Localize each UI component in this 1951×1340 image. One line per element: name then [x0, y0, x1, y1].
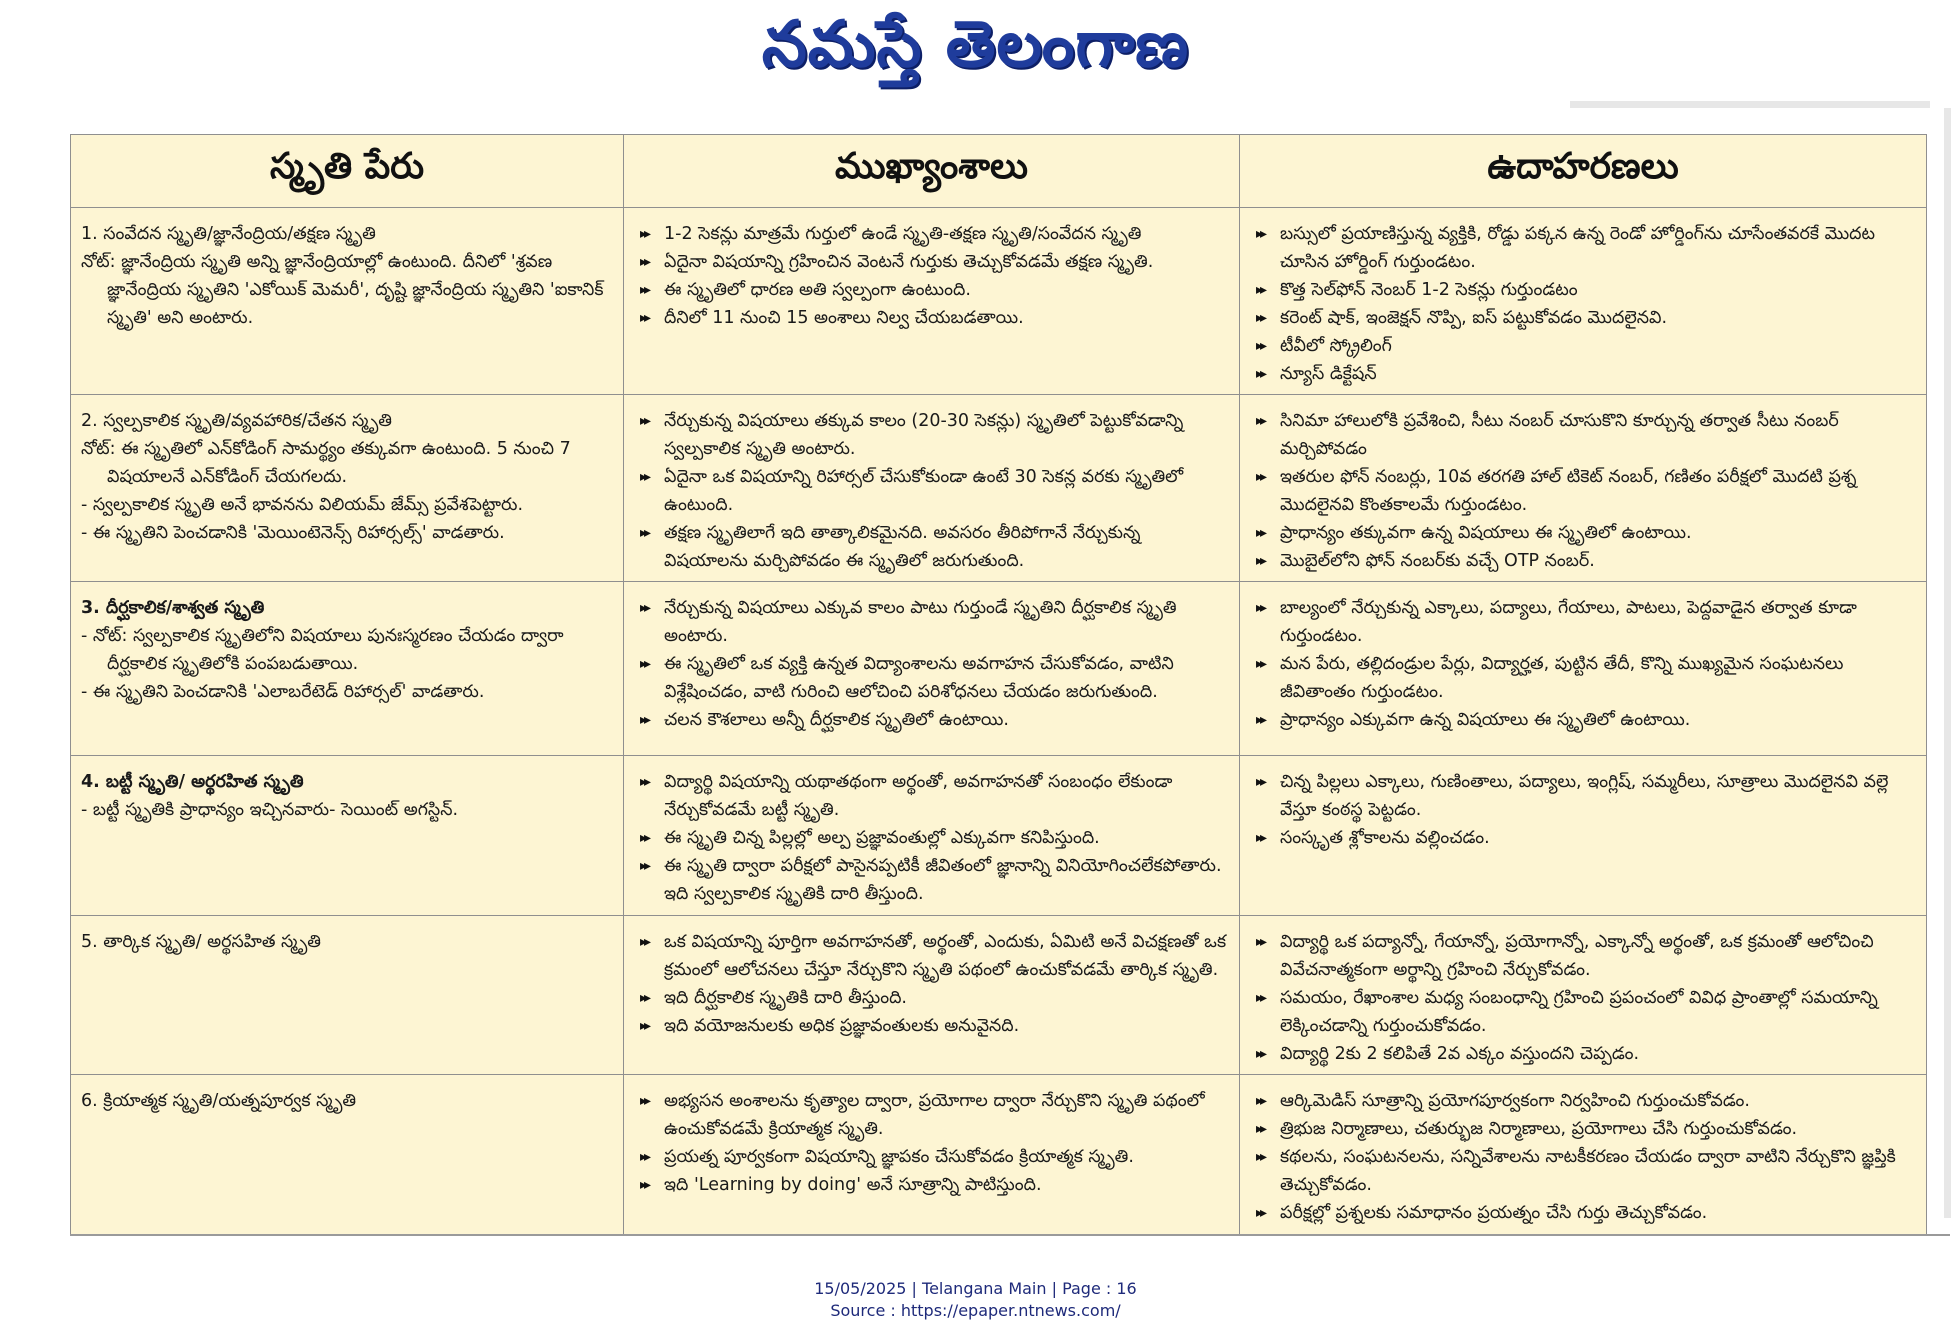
double-arrow-bullet-icon: ▸▸: [1256, 712, 1265, 728]
example-item: [1250, 220, 1916, 276]
double-arrow-bullet-icon: ▸▸: [1256, 469, 1265, 485]
double-arrow-bullet-icon: ▸▸: [1256, 366, 1265, 382]
key-point-list: [634, 407, 1229, 575]
double-arrow-bullet-icon: ▸▸: [640, 310, 649, 326]
memory-title: [81, 768, 613, 796]
top-divider: [1570, 101, 1930, 108]
example-item: [1250, 594, 1916, 650]
key-point-list: [634, 220, 1229, 332]
double-arrow-bullet-icon: ▸▸: [640, 712, 649, 728]
key-point-item: [634, 304, 1229, 332]
example-text: సినిమా హాలులోకి ప్రవేశించి, సీటు నంబర్ చూసుకొని కూర్చున్న తర్వాత సీటు నంబర్ మర్చిపోవడం: [1280, 411, 1839, 459]
key-point-text: ఏదైనా ఒక విషయాన్ని రిహార్సల్ చేసుకోకుండా ఉంటే 30 సెకన్ల వరకు స్మృతిలో ఉంటుంది.: [664, 467, 1184, 515]
example-text: సమయం, రేఖాంశాల మధ్య సంబంధాన్ని గ్రహించి ప్రపంచంలో వివిధ ప్రాంతాల్లో సమయాన్ని లెక్కించడాన్ని గుర్తుంచుకోవడం.: [1280, 988, 1878, 1036]
key-point-item: [634, 276, 1229, 304]
example-item: [1250, 768, 1916, 824]
example-item: [1250, 407, 1916, 463]
memory-name-cell: [71, 208, 624, 395]
double-arrow-bullet-icon: ▸▸: [640, 226, 649, 242]
memory-title: [81, 220, 613, 248]
memory-title-text: 3. దీర్ఘకాలిక/శాశ్వత స్మృతి: [81, 598, 265, 618]
memory-name-cell: [71, 756, 624, 916]
double-arrow-bullet-icon: ▸▸: [1256, 830, 1265, 846]
key-point-text: నేర్చుకున్న విషయాలు ఎక్కువ కాలం పాటు గుర్తుండే స్మృతిని దీర్ఘకాలిక స్మృతి అంటారు.: [664, 598, 1177, 646]
key-points-cell: [624, 582, 1240, 756]
key-point-item: [634, 220, 1229, 248]
examples-cell: [1240, 1075, 1927, 1235]
memory-name-cell: [71, 1075, 624, 1235]
header-key-points: ముఖ్యాంశాలు: [624, 135, 1240, 208]
key-point-item: [634, 248, 1229, 276]
key-point-item: [634, 594, 1229, 650]
example-list: [1250, 1087, 1916, 1227]
key-point-item: [634, 519, 1229, 575]
key-point-list: [634, 928, 1229, 1040]
table-row: [71, 395, 1927, 582]
double-arrow-bullet-icon: ▸▸: [640, 774, 649, 790]
example-text: ప్రాధాన్యం ఎక్కువగా ఉన్న విషయాలు ఈ స్మృతిలో ఉంటాయి.: [1280, 710, 1691, 730]
memory-types-table: [70, 134, 1927, 1235]
memory-title: [81, 407, 613, 435]
bottom-divider: [70, 1234, 1950, 1236]
key-point-text: దీనిలో 11 నుంచి 15 అంశాలు నిల్వ చేయబడతాయి.: [664, 308, 1024, 328]
table-header-row: [71, 135, 1927, 208]
table-row: [71, 916, 1927, 1075]
double-arrow-bullet-icon: ▸▸: [1256, 934, 1265, 950]
key-point-item: [634, 1171, 1229, 1199]
double-arrow-bullet-icon: ▸▸: [640, 600, 649, 616]
examples-cell: [1240, 582, 1927, 756]
memory-title-text: 6. క్రియాత్మక స్మృతి/యత్నపూర్వక స్మృతి: [81, 1091, 357, 1111]
right-divider: [1944, 108, 1951, 1218]
table-row: [71, 208, 1927, 395]
double-arrow-bullet-icon: ▸▸: [1256, 310, 1265, 326]
memory-note: నోట్: జ్ఞానేంద్రియ స్మృతి అన్ని జ్ఞానేంద్రియాల్లో ఉంటుంది. దీనిలో 'శ్రవణ జ్ఞానేంద్రియ స్మృతిని 'ఎకోయిక్ మెమరీ', దృష్టి జ్ఞానేంద్రియ స్మృతిని 'ఐకానిక్ స్మృతి' అని అంటారు.: [81, 252, 604, 328]
key-point-text: నేర్చుకున్న విషయాలు తక్కువ కాలం (20-30 సెకన్లు) స్మృతిలో పెట్టుకోవడాన్ని స్వల్పకాలిక స్మృతి అంటారు.: [664, 411, 1184, 459]
newspaper-masthead: నమస్తే తెలంగాణ: [761, 8, 1190, 82]
key-point-item: [634, 650, 1229, 706]
table-row: [71, 582, 1927, 756]
memory-title-text: 4. బట్టీ స్మృతి/ అర్థరహిత స్మృతి: [81, 772, 304, 792]
memory-note: నోట్: ఈ స్మృతిలో ఎన్‌కోడింగ్ సామర్థ్యం తక్కువగా ఉంటుంది. 5 నుంచి 7 విషయాలనే ఎన్‌కోడింగ్ చేయగలదు.: [81, 439, 571, 487]
double-arrow-bullet-icon: ▸▸: [1256, 1121, 1265, 1137]
key-point-text: ఇది వయోజనులకు అధిక ప్రజ్ఞావంతులకు అనువైనది.: [664, 1016, 1020, 1036]
key-point-item: [634, 706, 1229, 734]
examples-cell: [1240, 395, 1927, 582]
example-text: విద్యార్థి ఒక పద్యాన్నో, గేయాన్నో, ప్రయోగాన్నో, ఎక్కాన్నో అర్థంతో, ఒక క్రమంతో ఆలోచించి వివేచనాత్మకంగా అర్థాన్ని గ్రహించి నేర్చుకోవడం.: [1280, 932, 1874, 980]
key-points-cell: [624, 916, 1240, 1075]
key-point-item: [634, 1012, 1229, 1040]
example-text: మొబైల్‌లోని ఫోన్ నంబర్‌కు వచ్చే OTP నంబర్.: [1280, 551, 1595, 571]
example-item: [1250, 463, 1916, 519]
key-point-text: చలన కౌశలాలు అన్నీ దీర్ఘకాలిక స్మృతిలో ఉంటాయి.: [664, 710, 1009, 730]
example-text: చిన్న పిల్లలు ఎక్కాలు, గుణింతాలు, పద్యాలు, ఇంగ్లిష్, సమ్మరీలు, సూత్రాలు మొదలైనవి వల్లె వేస్తూ కంఠస్థ పెట్టడం.: [1280, 772, 1889, 820]
example-text: బస్సులో ప్రయాణిస్తున్న వ్యక్తికి, రోడ్డు పక్కన ఉన్న రెండో హోర్డింగ్‌ను చూసేంతవరకే మొదట చూసిన హోర్డింగ్ గుర్తుండటం.: [1280, 224, 1876, 272]
double-arrow-bullet-icon: ▸▸: [640, 413, 649, 429]
example-item: [1250, 1143, 1916, 1199]
example-list: [1250, 768, 1916, 852]
memory-name-cell: [71, 395, 624, 582]
double-arrow-bullet-icon: ▸▸: [1256, 226, 1265, 242]
examples-cell: [1240, 756, 1927, 916]
double-arrow-bullet-icon: ▸▸: [640, 1018, 649, 1034]
example-item: [1250, 1115, 1916, 1143]
example-item: [1250, 1087, 1916, 1115]
key-points-cell: [624, 208, 1240, 395]
key-point-item: [634, 984, 1229, 1012]
example-text: న్యూస్ డిక్టేషన్: [1280, 364, 1377, 384]
table-row: [71, 756, 1927, 916]
key-point-text: ఏదైనా విషయాన్ని గ్రహించిన వెంటనే గుర్తుకు తెచ్చుకోవడమే తక్షణ స్మృతి.: [664, 252, 1154, 272]
double-arrow-bullet-icon: ▸▸: [640, 990, 649, 1006]
double-arrow-bullet-icon: ▸▸: [1256, 525, 1265, 541]
example-text: త్రిభుజ నిర్మాణాలు, చతుర్భుజ నిర్మాణాలు, ప్రయోగాలు చేసి గుర్తుంచుకోవడం.: [1280, 1119, 1798, 1139]
example-text: పరీక్షల్లో ప్రశ్నలకు సమాధానం ప్రయత్నం చేసి గుర్తు తెచ్చుకోవడం.: [1280, 1203, 1708, 1223]
double-arrow-bullet-icon: ▸▸: [1256, 1093, 1265, 1109]
key-point-item: [634, 407, 1229, 463]
examples-cell: [1240, 916, 1927, 1075]
memory-title-text: 5. తార్కిక స్మృతి/ అర్థసహిత స్మృతి: [81, 932, 321, 952]
memory-note: - ఈ స్మృతిని పెంచడానికి 'మెయింటెనెన్స్ రిహార్సల్స్' వాడతారు.: [81, 523, 505, 543]
double-arrow-bullet-icon: ▸▸: [1256, 413, 1265, 429]
key-points-cell: [624, 395, 1240, 582]
memory-title: [81, 928, 613, 956]
memory-note: - బట్టీ స్మృతికి ప్రాధాన్యం ఇచ్చినవారు- సెయింట్ అగస్టిన్.: [81, 800, 459, 820]
memory-title-text: 2. స్వల్పకాలిక స్మృతి/వ్యవహారిక/చేతన స్మృతి: [81, 411, 392, 431]
example-text: కొత్త సెల్‌ఫోన్ నెంబర్ 1-2 సెకన్లు గుర్తుండటం: [1280, 280, 1578, 300]
example-text: ప్రాధాన్యం తక్కువగా ఉన్న విషయాలు ఈ స్మృతిలో ఉంటాయి.: [1280, 523, 1692, 543]
example-item: [1250, 360, 1916, 388]
example-text: బాల్యంలో నేర్చుకున్న ఎక్కాలు, పద్యాలు, గేయాలు, పాటలు, పెద్దవాడైన తర్వాత కూడా గుర్తుండటం.: [1280, 598, 1857, 646]
table-row: [71, 1075, 1927, 1235]
example-item: [1250, 304, 1916, 332]
double-arrow-bullet-icon: ▸▸: [640, 282, 649, 298]
double-arrow-bullet-icon: ▸▸: [640, 1093, 649, 1109]
key-point-text: ఇది 'Learning by doing' అనే సూత్రాన్ని పాటిస్తుంది.: [664, 1175, 1042, 1195]
examples-cell: [1240, 208, 1927, 395]
memory-note: - ఈ స్మృతిని పెంచడానికి 'ఎలాబరేటెడ్ రిహార్సల్' వాడతారు.: [81, 682, 485, 702]
example-item: [1250, 547, 1916, 575]
double-arrow-bullet-icon: ▸▸: [640, 254, 649, 270]
header-memory-name: స్మృతి పేరు: [71, 135, 624, 208]
double-arrow-bullet-icon: ▸▸: [640, 656, 649, 672]
memory-title-text: 1. సంవేదన స్మృతి/జ్ఞానేంద్రియ/తక్షణ స్మృతి: [81, 224, 376, 244]
key-point-list: [634, 594, 1229, 734]
example-item: [1250, 332, 1916, 360]
example-text: మన పేరు, తల్లిదండ్రుల పేర్లు, విద్యార్హత, పుట్టిన తేదీ, కొన్ని ముఖ్యమైన సంఘటనలు జీవితాంతం గుర్తుండటం.: [1280, 654, 1844, 702]
double-arrow-bullet-icon: ▸▸: [640, 1149, 649, 1165]
key-point-text: విద్యార్థి విషయాన్ని యథాతథంగా అర్థంతో, అవగాహనతో సంబంధం లేకుండా నేర్చుకోవడమే బట్టీ స్మృతి.: [664, 772, 1173, 820]
example-item: [1250, 1199, 1916, 1227]
key-point-text: 1-2 సెకన్లు మాత్రమే గుర్తులో ఉండే స్మృతి-తక్షణ స్మృతి/సంవేదన స్మృతి: [664, 224, 1142, 244]
example-item: [1250, 928, 1916, 984]
double-arrow-bullet-icon: ▸▸: [640, 469, 649, 485]
footer-source: Source : https://epaper.ntnews.com/: [830, 1301, 1121, 1320]
example-text: టీవీలో స్క్రోలింగ్: [1280, 336, 1392, 356]
key-point-item: [634, 852, 1229, 908]
example-item: [1250, 519, 1916, 547]
key-point-item: [634, 824, 1229, 852]
memory-name-cell: [71, 582, 624, 756]
memory-title: [81, 1087, 613, 1115]
double-arrow-bullet-icon: ▸▸: [640, 1177, 649, 1193]
example-list: [1250, 407, 1916, 575]
double-arrow-bullet-icon: ▸▸: [640, 858, 649, 874]
key-point-text: ప్రయత్న పూర్వకంగా విషయాన్ని జ్ఞాపకం చేసుకోవడం క్రియాత్మక స్మృతి.: [664, 1147, 1134, 1167]
header-examples: ఉదాహరణలు: [1240, 135, 1927, 208]
example-text: సంస్కృత శ్లోకాలను వల్లించడం.: [1280, 828, 1490, 848]
double-arrow-bullet-icon: ▸▸: [1256, 553, 1265, 569]
double-arrow-bullet-icon: ▸▸: [640, 830, 649, 846]
double-arrow-bullet-icon: ▸▸: [1256, 990, 1265, 1006]
key-point-text: తక్షణ స్మృతిలాగే ఇది తాత్కాలికమైనది. అవసరం తీరిపోగానే నేర్చుకున్న విషయాలను మర్చిపోవడం ఈ స్మృతిలో జరుగుతుంది.: [664, 523, 1141, 571]
example-item: [1250, 706, 1916, 734]
key-point-text: అభ్యసన అంశాలను కృత్యాల ద్వారా, ప్రయోగాల ద్వారా నేర్చుకొని స్మృతి పథంలో ఉంచుకోవడమే క్రియాత్మక స్మృతి.: [664, 1091, 1205, 1139]
example-list: [1250, 928, 1916, 1068]
double-arrow-bullet-icon: ▸▸: [1256, 282, 1265, 298]
memory-title: [81, 594, 613, 622]
memory-note: - స్వల్పకాలిక స్మృతి అనే భావనను విలియమ్ జేమ్స్ ప్రవేశపెట్టారు.: [81, 495, 524, 515]
example-list: [1250, 220, 1916, 388]
example-item: [1250, 1040, 1916, 1068]
key-point-item: [634, 1143, 1229, 1171]
example-text: విద్యార్థి 2కు 2 కలిపితే 2వ ఎక్కం వస్తుందని చెప్పడం.: [1280, 1044, 1640, 1064]
example-item: [1250, 650, 1916, 706]
double-arrow-bullet-icon: ▸▸: [1256, 774, 1265, 790]
example-text: కరెంట్ షాక్, ఇంజెక్షన్ నొప్పి, ఐస్ పట్టుకోవడం మొదలైనవి.: [1280, 308, 1668, 328]
double-arrow-bullet-icon: ▸▸: [640, 934, 649, 950]
example-text: కథలను, సంఘటనలను, సన్నివేశాలను నాటకీకరణం చేయడం ద్వారా వాటిని నేర్చుకొని జ్ఞప్తికి తెచ్చుకోవడం.: [1280, 1147, 1896, 1195]
key-point-item: [634, 928, 1229, 984]
double-arrow-bullet-icon: ▸▸: [1256, 1046, 1265, 1062]
footer-dateline: 15/05/2025 | Telangana Main | Page : 16: [814, 1279, 1137, 1298]
key-point-text: ఒక విషయాన్ని పూర్తిగా అవగాహనతో, అర్థంతో, ఎందుకు, ఏమిటి అనే విచక్షణతో ఒక క్రమంలో ఆలోచనలు చేస్తూ నేర్చుకొని స్మృతి పథంలో ఉంచుకోవడమే తార్కిక స్మృతి.: [664, 932, 1227, 980]
double-arrow-bullet-icon: ▸▸: [1256, 338, 1265, 354]
key-point-list: [634, 1087, 1229, 1199]
key-point-item: [634, 463, 1229, 519]
double-arrow-bullet-icon: ▸▸: [1256, 656, 1265, 672]
double-arrow-bullet-icon: ▸▸: [640, 525, 649, 541]
double-arrow-bullet-icon: ▸▸: [1256, 1149, 1265, 1165]
double-arrow-bullet-icon: ▸▸: [1256, 1205, 1265, 1221]
key-points-cell: [624, 756, 1240, 916]
key-point-text: ఈ స్మృతిలో ఒక వ్యక్తి ఉన్నత విద్యాంశాలను అవగాహన చేసుకోవడం, వాటిని విశ్లేషించడం, వాటి గురించి ఆలోచించి పరిశోధనలు చేయడం జరుగుతుంది.: [664, 654, 1174, 702]
double-arrow-bullet-icon: ▸▸: [1256, 600, 1265, 616]
example-text: ఆర్కిమెడిస్ సూత్రాన్ని ప్రయోగపూర్వకంగా నిర్వహించి గుర్తుంచుకోవడం.: [1280, 1091, 1750, 1111]
example-item: [1250, 276, 1916, 304]
key-point-text: ఈ స్మృతి చిన్న పిల్లల్లో అల్ప ప్రజ్ఞావంతుల్లో ఎక్కువగా కనిపిస్తుంది.: [664, 828, 1100, 848]
key-point-item: [634, 768, 1229, 824]
key-point-text: ఈ స్మృతి ద్వారా పరీక్షలో పాసైనప్పటికీ జీవితంలో జ్ఞానాన్ని వినియోగించలేకపోతారు. ఇది స్వల్పకాలిక స్మృతికి దారి తీస్తుంది.: [664, 856, 1222, 904]
key-point-list: [634, 768, 1229, 908]
example-list: [1250, 594, 1916, 734]
key-point-text: ఈ స్మృతిలో ధారణ అతి స్వల్పంగా ఉంటుంది.: [664, 280, 971, 300]
example-text: ఇతరుల ఫోన్ నంబర్లు, 10వ తరగతి హాల్ టికెట్ నంబర్, గణితం పరీక్షలో మొదటి ప్రశ్న మొదలైనవి కొంతకాలమే గుర్తుండటం.: [1280, 467, 1857, 515]
memory-note: - నోట్: స్వల్పకాలిక స్మృతిలోని విషయాలు పునఃస్మరణం చేయడం ద్వారా దీర్ఘకాలిక స్మృతిలోకి పంపబడుతాయి.: [81, 626, 564, 674]
key-point-item: [634, 1087, 1229, 1143]
table-body: [71, 208, 1927, 1235]
key-points-cell: [624, 1075, 1240, 1235]
key-point-text: ఇది దీర్ఘకాలిక స్మృతికి దారి తీస్తుంది.: [664, 988, 907, 1008]
memory-name-cell: [71, 916, 624, 1075]
example-item: [1250, 824, 1916, 852]
example-item: [1250, 984, 1916, 1040]
